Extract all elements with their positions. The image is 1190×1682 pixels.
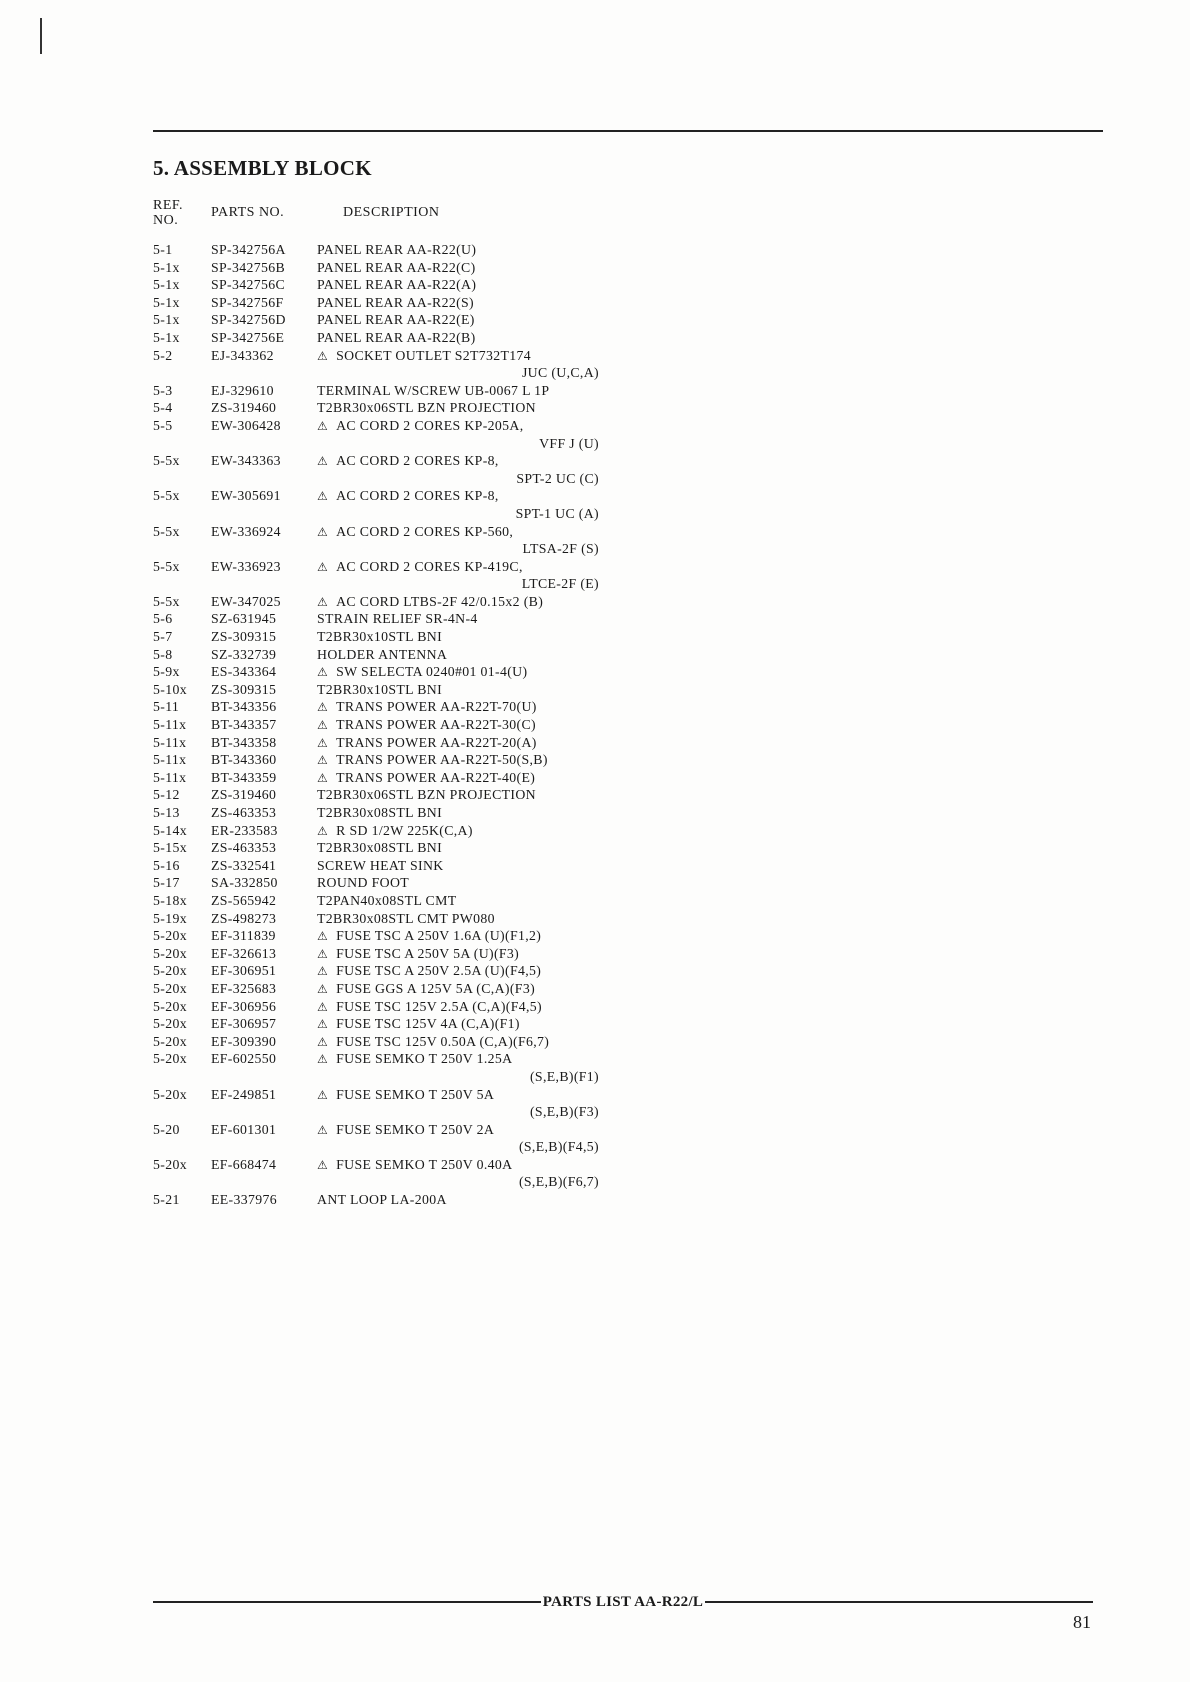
description [317,804,442,822]
table-row [153,998,613,1016]
warning-triangle-icon: ⚠ [317,770,329,785]
description-text: FUSE SEMKO T 250V 0.40A [336,1156,513,1172]
description [317,399,536,417]
table-row [153,1086,613,1121]
parts-no: SP-342756C [211,277,286,293]
description [317,945,519,964]
ref-no: 5-20x [153,998,187,1014]
ref-no: 5-5x [153,488,180,504]
parts-no: SP-342756D [211,312,286,328]
description-text: FUSE SEMKO T 250V 2A [336,1121,495,1137]
description [317,910,495,928]
description-continuation: LTSA-2F (S) [522,541,599,557]
description [317,698,537,717]
ref-no: 5-1x [153,259,180,275]
description-text: AC CORD 2 CORES KP-205A, [336,417,524,433]
ref-no: 5-20x [153,1033,187,1049]
parts-no: EW-306428 [211,417,281,433]
description-text: STRAIN RELIEF SR-4N-4 [317,611,478,627]
warning-triangle-icon: ⚠ [317,489,329,504]
description [317,962,541,981]
warning-triangle-icon: ⚠ [317,1017,329,1032]
table-row [153,698,613,716]
description-header: DESCRIPTION [343,205,440,220]
ref-no: 5-20x [153,928,187,944]
description [317,294,474,312]
parts-no: EF-326613 [211,945,277,961]
parts-no: EJ-329610 [211,382,274,398]
ref-no: 5-9x [153,664,180,680]
description-text: R SD 1/2W 225K(C,A) [336,822,473,838]
description [317,417,524,436]
ref-no: 5-15x [153,840,187,856]
description-text: AC CORD LTBS-2F 42/0.15x2 (B) [336,593,544,609]
table-row [153,822,613,840]
parts-no: BT-343360 [211,752,277,768]
parts-no: EW-305691 [211,488,281,504]
description [317,839,442,857]
ref-no: 5-1x [153,312,180,328]
description-continuation: (S,E,B)(F4,5) [518,1139,599,1155]
description [317,311,475,329]
description [317,628,442,646]
table-row [153,734,613,752]
description-text: PANEL REAR AA-R22(E) [317,312,475,328]
ref-no: 5-11x [153,769,187,785]
description-text: AC CORD 2 CORES KP-8, [336,488,499,504]
warning-triangle-icon: ⚠ [317,999,329,1014]
description [317,822,473,841]
table-row [153,716,613,734]
parts-no: EF-602550 [211,1051,277,1067]
parts-no: SP-342756B [211,259,286,275]
table-row [153,751,613,769]
table-row [153,804,613,822]
description [317,241,476,259]
description-text: T2BR30x10STL BNI [317,681,443,697]
parts-no: BT-343356 [211,699,277,715]
top-rule [153,130,1103,132]
ref-no: 5-16 [153,857,180,873]
description-text: T2BR30x08STL CMT PW080 [317,910,495,926]
description-text: PANEL REAR AA-R22(B) [317,329,476,345]
ref-no: 5-12 [153,787,180,803]
description-continuation: VFF J (U) [539,435,599,451]
ref-no: 5-6 [153,611,173,627]
description-text: SOCKET OUTLET S2T732T174 [336,347,532,363]
parts-no: ZS-319460 [211,400,277,416]
ref-no: 5-13 [153,805,180,820]
parts-no: BT-343357 [211,717,277,733]
ref-no: 5-20 [153,1121,180,1137]
footer-rule-left [153,1601,541,1603]
parts-no: ZS-309315 [211,681,277,697]
ref-no: 5-14x [153,822,187,838]
description-text: FUSE SEMKO T 250V 5A [336,1086,495,1102]
description [317,857,444,875]
table-row [153,593,613,611]
warning-triangle-icon: ⚠ [317,594,329,609]
description-text: SW SELECTA 0240#01 01-4(U) [336,664,528,680]
table-row [153,962,613,980]
warning-triangle-icon: ⚠ [317,981,329,996]
footer [153,1592,1093,1612]
table-row [153,857,613,875]
description-text: AC CORD 2 CORES KP-8, [336,453,499,469]
warning-triangle-icon: ⚠ [317,700,329,715]
warning-triangle-icon: ⚠ [317,1052,329,1067]
parts-no: ZS-463353 [211,840,277,856]
parts-no: EF-306956 [211,998,277,1014]
table-row [153,769,613,787]
ref-no: 5-11x [153,717,187,733]
ref-no: 5-5x [153,523,180,539]
parts-no: EF-325683 [211,980,277,996]
description [317,734,537,753]
ref-no: 5-5x [153,593,180,609]
description-text: TRANS POWER AA-R22T-70(U) [336,699,537,715]
parts-no: SZ-332739 [211,646,277,662]
ref-no: 5-7 [153,629,173,645]
description [317,593,543,612]
description-continuation: (S,E,B)(F1) [529,1068,599,1084]
ref-no: 5-10x [153,681,187,697]
ref-no: 5-1x [153,277,180,293]
scan-mark [40,18,42,54]
ref-no: 5-1x [153,329,180,345]
table-row [153,1033,613,1051]
parts-no: EF-249851 [211,1086,277,1102]
ref-header-line1: REF. [153,198,184,213]
description-continuation: SPT-1 UC (A) [515,505,599,521]
ref-no: 5-1x [153,294,180,310]
table-row [153,487,613,522]
description-text: PANEL REAR AA-R22(S) [317,294,474,310]
parts-no: ZS-309315 [211,629,277,645]
table-row [153,276,613,294]
ref-no: 5-8 [153,646,173,662]
description [317,487,499,506]
ref-no: 5-19x [153,910,187,926]
warning-triangle-icon: ⚠ [317,1122,329,1137]
description [317,347,531,366]
table-row [153,558,613,593]
description-text: ANT LOOP LA-200A [317,1192,447,1208]
description [317,716,536,735]
description [317,259,476,277]
description [317,1015,520,1034]
description [317,558,523,577]
parts-no: BT-343359 [211,769,277,785]
description [317,1156,512,1175]
footer-label: PARTS LIST AA-R22/L [542,1593,704,1610]
description [317,927,541,946]
description-text: FUSE TSC 125V 4A (C,A)(F1) [336,1016,520,1032]
description [317,663,527,682]
description-text: T2BR30x06STL BZN PROJECTION [317,787,536,803]
parts-list [153,241,613,1209]
page-number: 81 [1073,1612,1091,1632]
parts-no: ES-343364 [211,664,277,680]
parts-no: SP-342756F [211,294,284,310]
description [317,382,549,400]
parts-no: EF-309390 [211,1033,277,1049]
warning-triangle-icon: ⚠ [317,929,329,944]
description-text: TERMINAL W/SCREW UB-0067 L 1P [317,382,550,398]
table-row [153,1121,613,1156]
warning-triangle-icon: ⚠ [317,1157,329,1172]
parts-no: SA-332850 [211,875,278,891]
ref-no: 5-11x [153,734,187,750]
ref-no: 5-20x [153,1156,187,1172]
description-text: T2PAN40x08STL CMT [317,892,457,908]
ref-no: 5-20x [153,963,187,979]
description-text: FUSE TSC 125V 0.50A (C,A)(F6,7) [336,1033,550,1049]
table-row [153,382,613,400]
parts-no: EF-306951 [211,963,277,979]
parts-no: ZS-332541 [211,857,277,873]
description [317,751,548,770]
description [317,1086,494,1105]
section-title: 5. ASSEMBLY BLOCK [153,156,372,180]
ref-no: 5-20x [153,980,187,996]
warning-triangle-icon: ⚠ [317,524,329,539]
description-text: ROUND FOOT [317,875,410,891]
table-row [153,646,613,664]
description [317,892,456,910]
description-text: T2BR30x06STL BZN PROJECTION [317,400,536,416]
description [317,646,447,664]
ref-no-header [153,198,183,228]
ref-no: 5-4 [153,400,173,416]
description-text: PANEL REAR AA-R22(A) [317,277,477,293]
footer-rule-right [705,1601,1093,1603]
parts-no: EW-343363 [211,453,281,469]
table-row [153,417,613,452]
ref-no: 5-20x [153,1051,187,1067]
parts-no: BT-343358 [211,734,277,750]
parts-no: EF-306957 [211,1016,277,1032]
parts-no: EJ-343362 [211,347,274,363]
ref-no: 5-1 [153,242,173,257]
description [317,1033,549,1052]
ref-no: 5-5x [153,558,180,574]
description [317,874,409,892]
table-row [153,910,613,928]
description-text: FUSE TSC A 250V 1.6A (U)(F1,2) [336,928,542,944]
table-row [153,329,613,347]
ref-no: 5-11x [153,752,187,768]
description-text: FUSE TSC A 250V 2.5A (U)(F4,5) [336,963,542,979]
warning-triangle-icon: ⚠ [317,418,329,433]
description-text: HOLDER ANTENNA [317,646,448,662]
table-row [153,927,613,945]
parts-no: ER-233583 [211,822,278,838]
ref-no: 5-3 [153,382,173,398]
description-text: TRANS POWER AA-R22T-50(S,B) [336,752,548,768]
table-row [153,399,613,417]
description-text: FUSE GGS A 125V 5A (C,A)(F3) [336,980,536,996]
description [317,1050,512,1069]
warning-triangle-icon: ⚠ [317,454,329,469]
table-row [153,1191,613,1209]
warning-triangle-icon: ⚠ [317,1034,329,1049]
description-text: FUSE TSC 125V 2.5A (C,A)(F4,5) [336,998,542,1014]
parts-no: SP-342756A [211,242,286,257]
description [317,452,499,471]
ref-no: 5-18x [153,892,187,908]
ref-no: 5-20x [153,1016,187,1032]
description-text: AC CORD 2 CORES KP-560, [336,523,514,539]
parts-no: EF-668474 [211,1156,277,1172]
description [317,681,442,699]
table-row [153,294,613,312]
ref-no: 5-20x [153,945,187,961]
parts-no: ZS-319460 [211,787,277,803]
table-row [153,610,613,628]
description-continuation: (S,E,B)(F6,7) [518,1174,599,1190]
description [317,980,535,999]
warning-triangle-icon: ⚠ [317,718,329,733]
ref-no: 5-2 [153,347,173,363]
warning-triangle-icon: ⚠ [317,735,329,750]
warning-triangle-icon: ⚠ [317,753,329,768]
description [317,329,476,347]
ref-no: 5-21 [153,1192,180,1208]
table-row [153,786,613,804]
warning-triangle-icon: ⚠ [317,665,329,680]
table-row [153,241,613,259]
description-text: T2BR30x10STL BNI [317,629,443,645]
description [317,998,542,1017]
parts-no: EE-337976 [211,1192,277,1208]
table-row [153,523,613,558]
description-text: TRANS POWER AA-R22T-40(E) [336,769,536,785]
warning-triangle-icon: ⚠ [317,559,329,574]
description-text: T2BR30x08STL BNI [317,805,443,820]
description [317,276,476,294]
ref-no: 5-5 [153,417,173,433]
table-row [153,311,613,329]
parts-no: ZS-463353 [211,805,277,820]
parts-no: SP-342756E [211,329,285,345]
ref-no: 5-11 [153,699,180,715]
table-row [153,980,613,998]
description [317,610,478,628]
description-text: FUSE TSC A 250V 5A (U)(F3) [336,945,520,961]
ref-no: 5-5x [153,453,180,469]
warning-triangle-icon: ⚠ [317,946,329,961]
ref-no: 5-17 [153,875,180,891]
parts-no: ZS-498273 [211,910,277,926]
description-text: TRANS POWER AA-R22T-30(C) [336,717,536,733]
description-text: PANEL REAR AA-R22(C) [317,259,476,275]
description-text: FUSE SEMKO T 250V 1.25A [336,1051,513,1067]
description-text: AC CORD 2 CORES KP-419C, [336,558,523,574]
table-row [153,681,613,699]
description-continuation: SPT-2 UC (C) [516,470,599,486]
description [317,769,535,788]
description-continuation: LTCE-2F (E) [521,576,599,592]
table-row [153,452,613,487]
table-row [153,874,613,892]
description-text: T2BR30x08STL BNI [317,840,443,856]
parts-no: EF-601301 [211,1121,277,1137]
parts-no: EF-311839 [211,928,276,944]
warning-triangle-icon: ⚠ [317,823,329,838]
description-text: SCREW HEAT SINK [317,857,444,873]
table-row [153,1015,613,1033]
table-row [153,347,613,382]
table-row [153,945,613,963]
description-continuation: (S,E,B)(F3) [529,1104,599,1120]
parts-no: SZ-631945 [211,611,277,627]
warning-triangle-icon: ⚠ [317,964,329,979]
warning-triangle-icon: ⚠ [317,1087,329,1102]
table-row [153,259,613,277]
description [317,523,513,542]
table-row [153,663,613,681]
ref-header-line2: NO. [153,213,179,228]
table-row [153,839,613,857]
warning-triangle-icon: ⚠ [317,348,329,363]
description-text: PANEL REAR AA-R22(U) [317,242,477,257]
description [317,1121,494,1140]
parts-no: EW-347025 [211,593,281,609]
parts-no: ZS-565942 [211,892,277,908]
table-row [153,1156,613,1191]
table-row [153,628,613,646]
table-row [153,1050,613,1085]
description-continuation: JUC (U,C,A) [521,365,599,381]
parts-no: EW-336924 [211,523,281,539]
parts-no-header: PARTS NO. [211,205,285,220]
table-row [153,892,613,910]
description-text: TRANS POWER AA-R22T-20(A) [336,734,537,750]
ref-no: 5-20x [153,1086,187,1102]
description [317,786,536,804]
parts-no: EW-336923 [211,558,281,574]
description [317,1191,447,1209]
